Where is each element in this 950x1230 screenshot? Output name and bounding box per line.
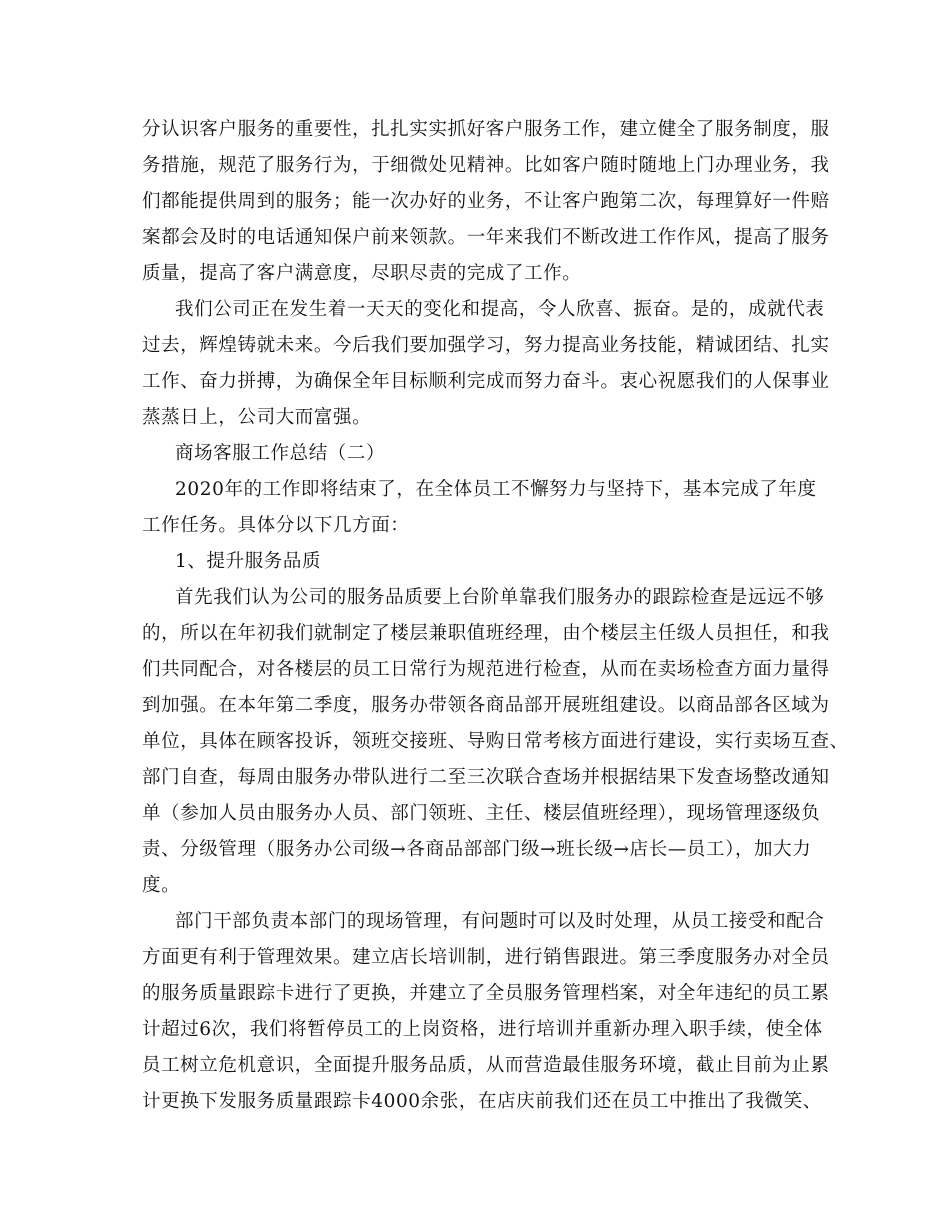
- paragraph-line: 到加强。在本年第二季度，服务办带领各商品部开展班组建设。以商品部各区域为: [142, 695, 830, 716]
- paragraph-line: 工作、奋力拼搏，为确保全年目标顺利完成而努力奋斗。衷心祝愿我们的人保事业: [142, 371, 830, 392]
- paragraph-line: 们共同配合，对各楼层的员工日常行为规范进行检查，从而在卖场检查方面力量得: [142, 659, 830, 680]
- paragraph-line: 单（参加人员由服务办人员、部门领班、主任、楼层值班经理），现场管理逐级负: [142, 803, 821, 824]
- paragraph-line: 工作任务。具体分以下几方面：: [142, 515, 410, 536]
- paragraph-line: 员工树立危机意识，全面提升服务品质，从而营造最佳服务环境，截止目前为止累: [142, 1055, 830, 1076]
- paragraph-line: 部门自查，每周由服务办带队进行二至三次联合查场并根据结果下发查场整改通知: [142, 767, 830, 788]
- paragraph-line: 度。: [142, 875, 181, 896]
- paragraph-line: 方面更有利于管理效果。建立店长培训制，进行销售跟进。第三季度服务办对全员: [142, 947, 830, 968]
- paragraph-line: 单位，具体在顾客投诉，领班交接班、导购日常考核方面进行建设，实行卖场互查、: [142, 731, 849, 752]
- paragraph-line: 案都会及时的电话通知保户前来领款。一年来我们不断改进工作作风，提高了服务: [142, 227, 830, 248]
- paragraph-line: 质量，提高了客户满意度，尽职尽责的完成了工作。: [142, 263, 582, 284]
- paragraph-line: 分认识客户服务的重要性，扎扎实实抓好客户服务工作，建立健全了服务制度，服: [142, 119, 830, 140]
- subsection-heading: 1、提升服务品质: [175, 551, 322, 572]
- paragraph-line: 务措施，规范了服务行为，于细微处见精神。比如客户随时随地上门办理业务，我: [142, 155, 830, 176]
- paragraph-line: 计超过6次，我们将暂停员工的上岗资格，进行培训并重新办理入职手续，使全体: [142, 1019, 823, 1040]
- paragraph-line: 们都能提供周到的服务；能一次办好的业务，不让客户跑第二次，每理算好一件赔: [142, 191, 830, 212]
- paragraph-line: 过去，辉煌铸就未来。今后我们要加强学习，努力提高业务技能，精诚团结、扎实: [142, 335, 830, 356]
- paragraph-line: 首先我们认为公司的服务品质要上台阶单靠我们服务办的跟踪检查是远远不够: [175, 587, 825, 608]
- paragraph-line: 蒸蒸日上，公司大而富强。: [142, 407, 372, 428]
- paragraph-line: 计更换下发服务质量跟踪卡4000余张，在店庆前我们还在员工中推出了我微笑、: [142, 1091, 822, 1112]
- paragraph-line: 的服务质量跟踪卡进行了更换，并建立了全员服务管理档案，对全年违纪的员工累: [142, 983, 830, 1004]
- paragraph-line: 责、分级管理（服务办公司级→各商品部部门级→班长级→店长—员工），加大力: [142, 839, 812, 860]
- paragraph-line: 我们公司正在发生着一天天的变化和提高，令人欣喜、振奋。是的，成就代表: [175, 299, 825, 320]
- paragraph-line: 部门干部负责本部门的现场管理，有问题时可以及时处理，从员工接受和配合: [175, 911, 825, 932]
- paragraph-line: 的，所以在年初我们就制定了楼层兼职值班经理，由个楼层主任级人员担任，和我: [142, 623, 830, 644]
- paragraph-line: 2020年的工作即将结束了，在全体员工不懈努力与坚持下，基本完成了年度: [175, 479, 817, 500]
- section-title: 商场客服工作总结（二）: [175, 443, 386, 464]
